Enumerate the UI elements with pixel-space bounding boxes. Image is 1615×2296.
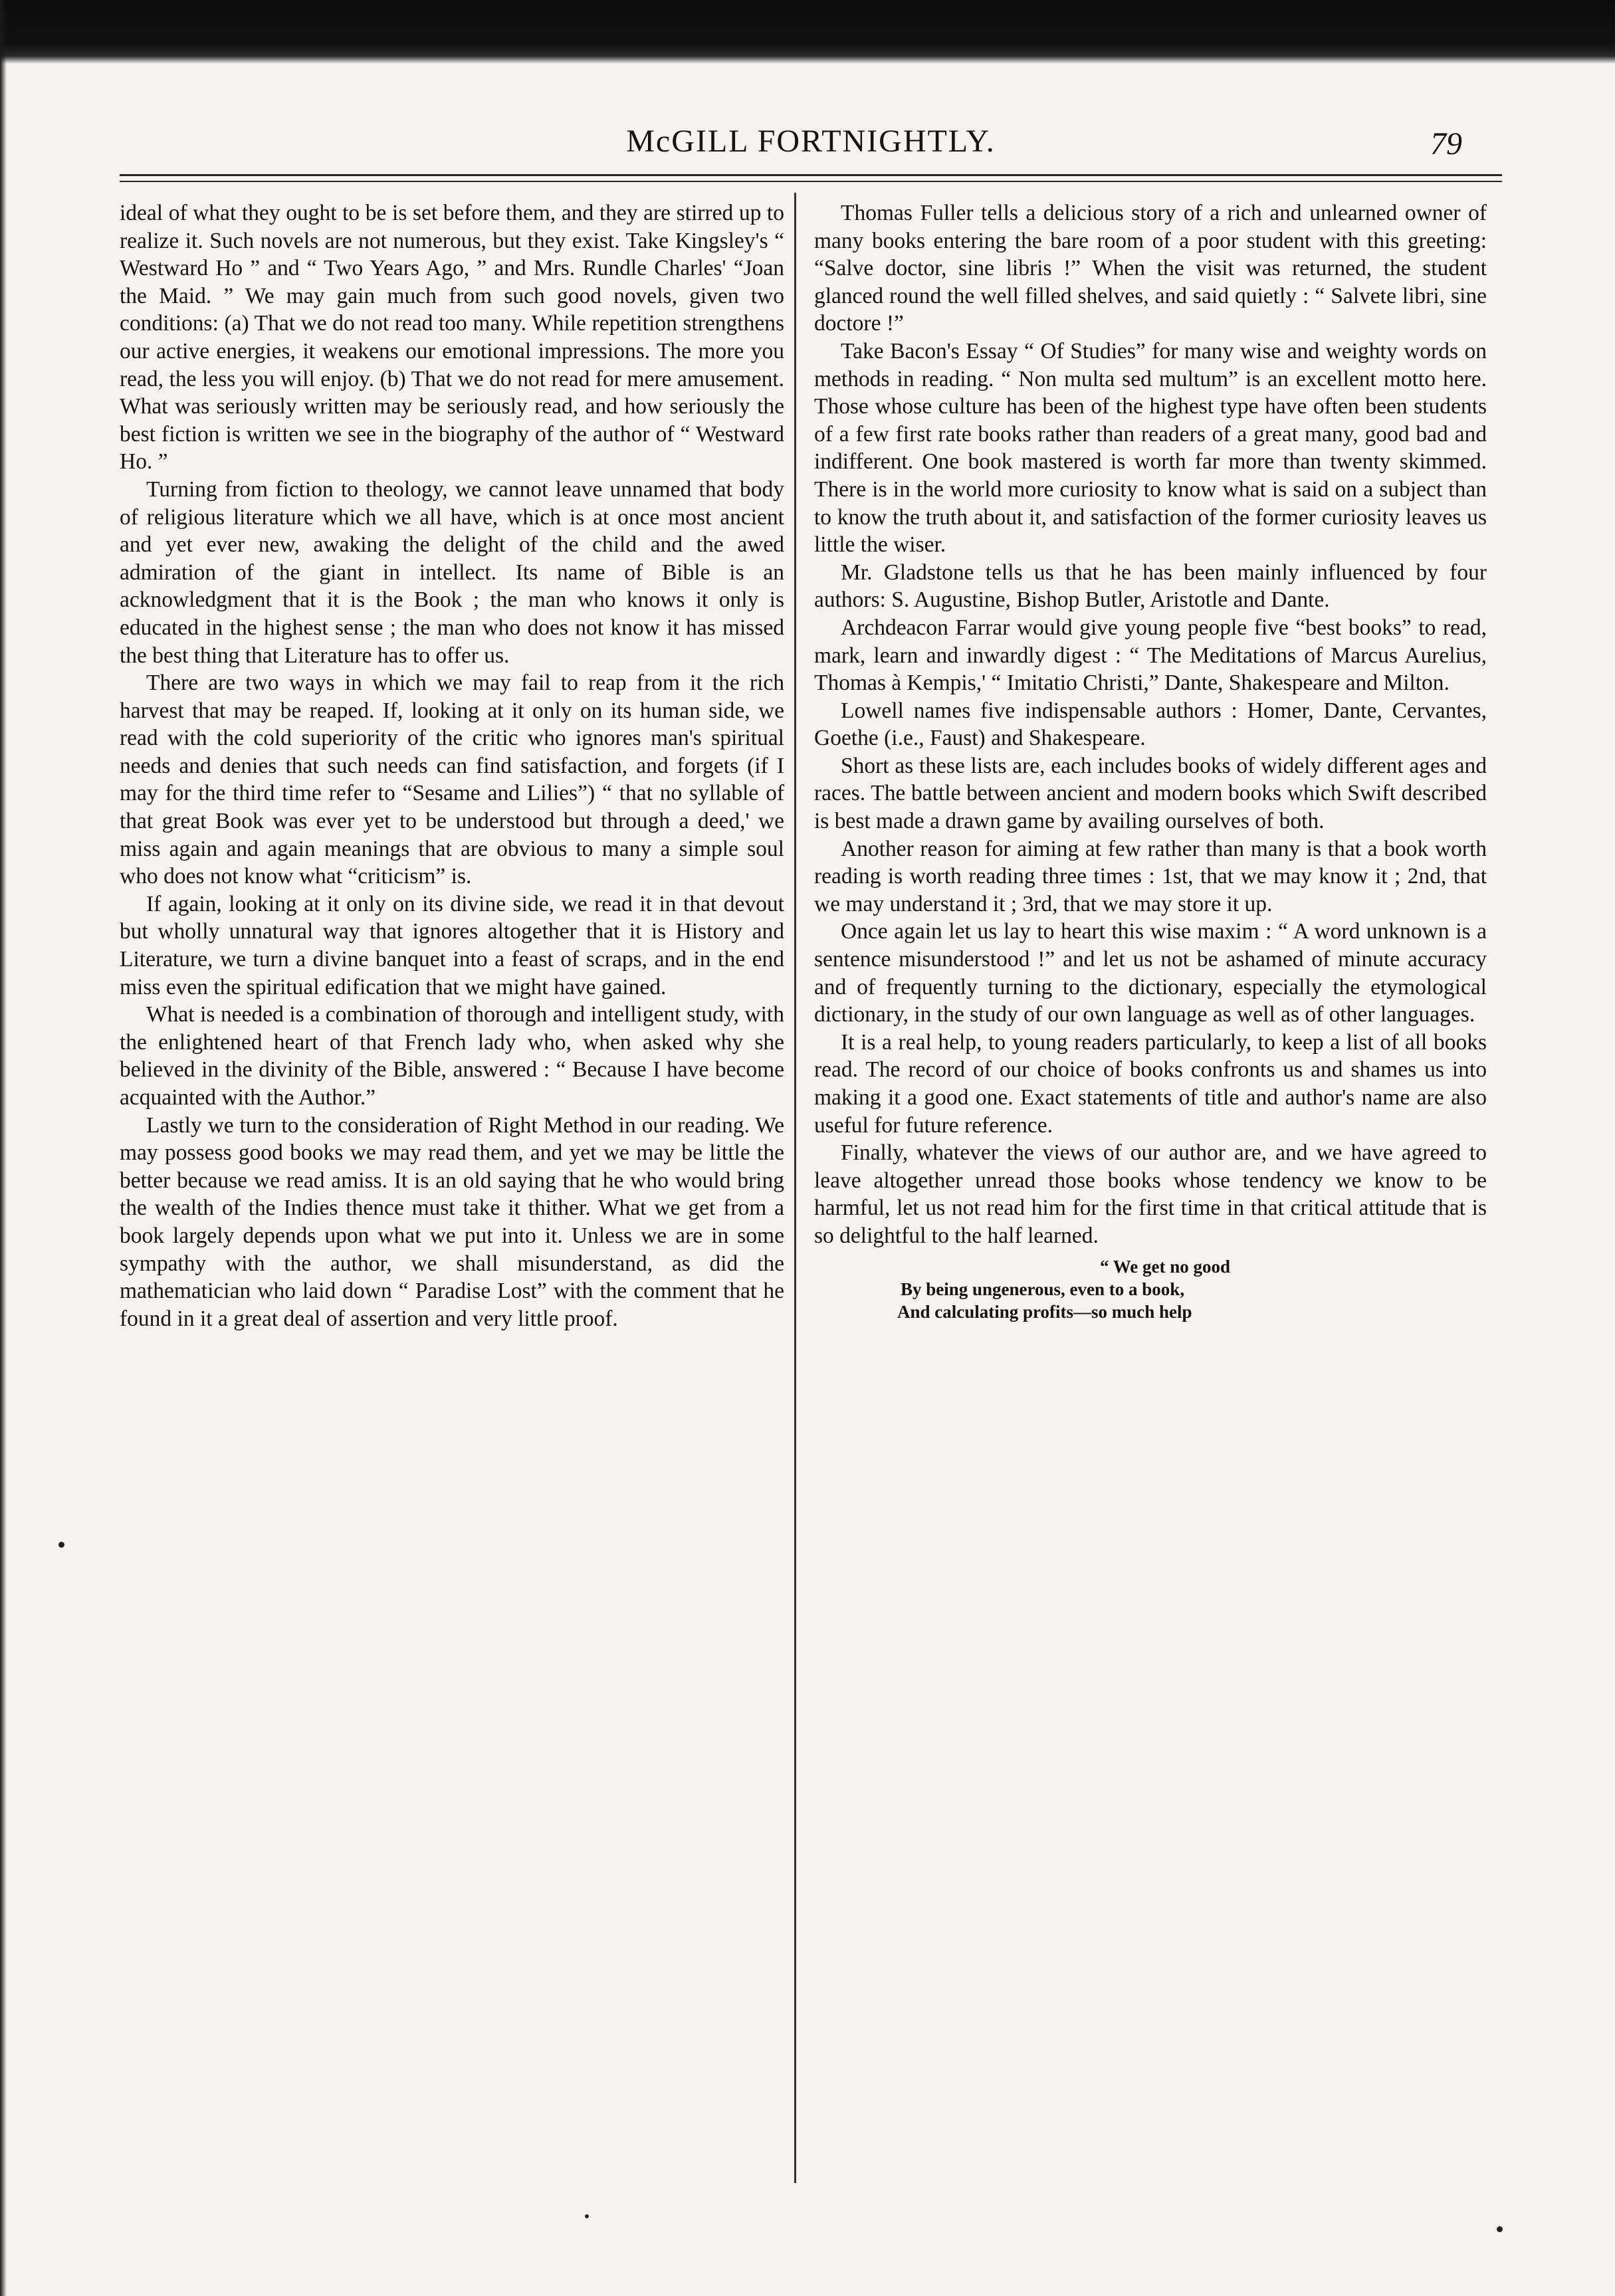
ink-speck [58, 1542, 64, 1548]
paragraph: Short as these lists are, each includes books of widely different ages and races. The battle between ancient and modern books which Swift described is best made a drawn game by availing ourselves of both. [814, 753, 1487, 834]
paragraph: Lastly we turn to the consideration of Right Method in our reading. We may possess good books we may read them, and yet we may be little the better because we read amiss. It is an old saying that he who would bring the wealth of the Indies thence must take it thither. What we get from a book largely depends upon what we put into it. Unless we are in some sympathy with the author, we shall misunderstand, as did the mathematician who laid down “ Paradise Lost” with the comment that he found in it a great deal of assertion and very little proof. [120, 1112, 784, 1331]
paragraph: If again, looking at it only on its divine side, we read it in that devout but wholly unnatural way that ignores altogether that it is History and Literature, we turn a divine banquet into a feast of scraps, and in the end miss even the spiritual edification that we might have gained. [120, 891, 784, 999]
page-header [120, 123, 1502, 169]
verse-line: And calculating profits—so much help [897, 1301, 1192, 1322]
verse-quotation [814, 1255, 1487, 1323]
paragraph: Archdeacon Farrar would give young people five “best books” to read, mark, learn and inwardly digest : “ The Meditations of Marcus Aurelius, Thomas à Kempis,' “ Imitatio Christi,” Dante, Shakespeare and Milton. [814, 615, 1487, 696]
verse-line: “ We get no good [1100, 1256, 1231, 1277]
header-rule [120, 174, 1502, 176]
scan-dark-edge [0, 0, 1615, 64]
paragraph: It is a real help, to young readers particularly, to keep a list of all books read. The record of our choice of books confronts us and shames us into making it a good one. Exact statements of title and author's name are also useful for future reference. [814, 1029, 1487, 1138]
page-number: 79 [1430, 126, 1462, 161]
paragraph: Finally, whatever the views of our author are, and we have agreed to leave altogether unread those books whose tendency we know to be harmful, let us not read him for the first time in that critical attitude that is so delightful to the half learned. [814, 1140, 1487, 1248]
paragraph: There are two ways in which we may fail to reap from it the rich harvest that may be reaped. If, looking at it only on its human side, we read with the cold superiority of the critic who ignores man's spiritual needs and denies that such needs can find satisfaction, and forgets (if I may for the third time refer to “Sesame and Lilies”) “ that no syllable of that great Book was ever yet to be understood but through a deed,' we miss again and again meanings that are obvious to many a simple soul who does not know what “criticism” is. [120, 671, 784, 889]
paragraph: What is needed is a combination of thorough and intelligent study, with the enlightened heart of that French lady who, when asked why she believed in the divinity of the Bible, answered : “ Because I have become acquainted with the Author.” [120, 1002, 784, 1110]
running-title: McGILL FORTNIGHTLY. [626, 124, 996, 159]
header-rule-thin [120, 181, 1502, 182]
paragraph: Another reason for aiming at few rather than many is that a book worth reading is worth reading three times : 1st, that we may know it ; 2nd, that we may understand it ; 3rd, that we may store it up. [814, 836, 1487, 916]
paragraph: Turning from fiction to theology, we cannot leave unnamed that body of religious literature which we all have, which is at once most ancient and yet ever new, awaking the delight of the child and the awed admiration of the giant in intellect. Its name of Bible is an acknowledgment that it is the Book ; the man who knows it only is educated in the highest sense ; the man who does not know it has missed the best thing that Literature has to offer us. [120, 476, 784, 668]
paragraph: ideal of what they ought to be is set before them, and they are stirred up to realize it. Such novels are not numerous, but they exist. Take Kingsley's “ Westward Ho ” and “ Two Years Ago, ” and Mrs. Rundle Charles' “Joan the Maid. ” We may gain much from such good novels, given two conditions: (a) That we do not read too many. While repetition strengthens our active energies, it weakens our emotional impressions. The more you read, the less you will enjoy. (b) That we do not read for mere amusement. What was seriously written may be seriously read, and how seriously the best fiction is written we see in the biography of the author of “ Westward Ho. ” [120, 201, 784, 474]
paragraph: Once again let us lay to heart this wise maxim : “ A word unknown is a sentence misunderstood !” and let us not be ashamed of minute accuracy and of frequently turning to the dictionary, especially the etymological dictionary, in the study of our own language as well as of other languages. [814, 919, 1487, 1027]
verse-line: By being ungenerous, even to a book, [901, 1279, 1185, 1299]
left-column [120, 199, 784, 1332]
paragraph: Take Bacon's Essay “ Of Studies” for many wise and weighty words on methods in reading. “ Non multa sed multum” is an excellent motto here. Those whose culture has been of the highest type have often been students of a few first rate books rather than readers of a great many, good bad and indifferent. One book mastered is worth far more than twenty skimmed. There is in the world more curiosity to know what is said on a subject than to know the truth about it, and satisfaction of the former curiosity leaves us little the wiser. [814, 338, 1487, 558]
column-divider [794, 193, 796, 2183]
paragraph: Mr. Gladstone tells us that he has been mainly influenced by four authors: S. Augustine, Bishop Butler, Aristotle and Dante. [814, 560, 1487, 613]
scan-left-shadow [0, 0, 7, 2296]
paragraph: Thomas Fuller tells a delicious story of a rich and unlearned owner of many books entering the bare room of a poor student with this greeting: “Salve doctor, sine libris !” When the visit was returned, the student glanced round the well filled shelves, and said quietly : “ Salvete libri, sine doctore !” [814, 201, 1487, 336]
paragraph: Lowell names five indispensable authors : Homer, Dante, Cervantes, Goethe (i.e., Faust) and Shakespeare. [814, 698, 1487, 751]
ink-speck [1497, 2226, 1503, 2232]
ink-speck [585, 2214, 589, 2218]
right-column [814, 199, 1487, 1323]
